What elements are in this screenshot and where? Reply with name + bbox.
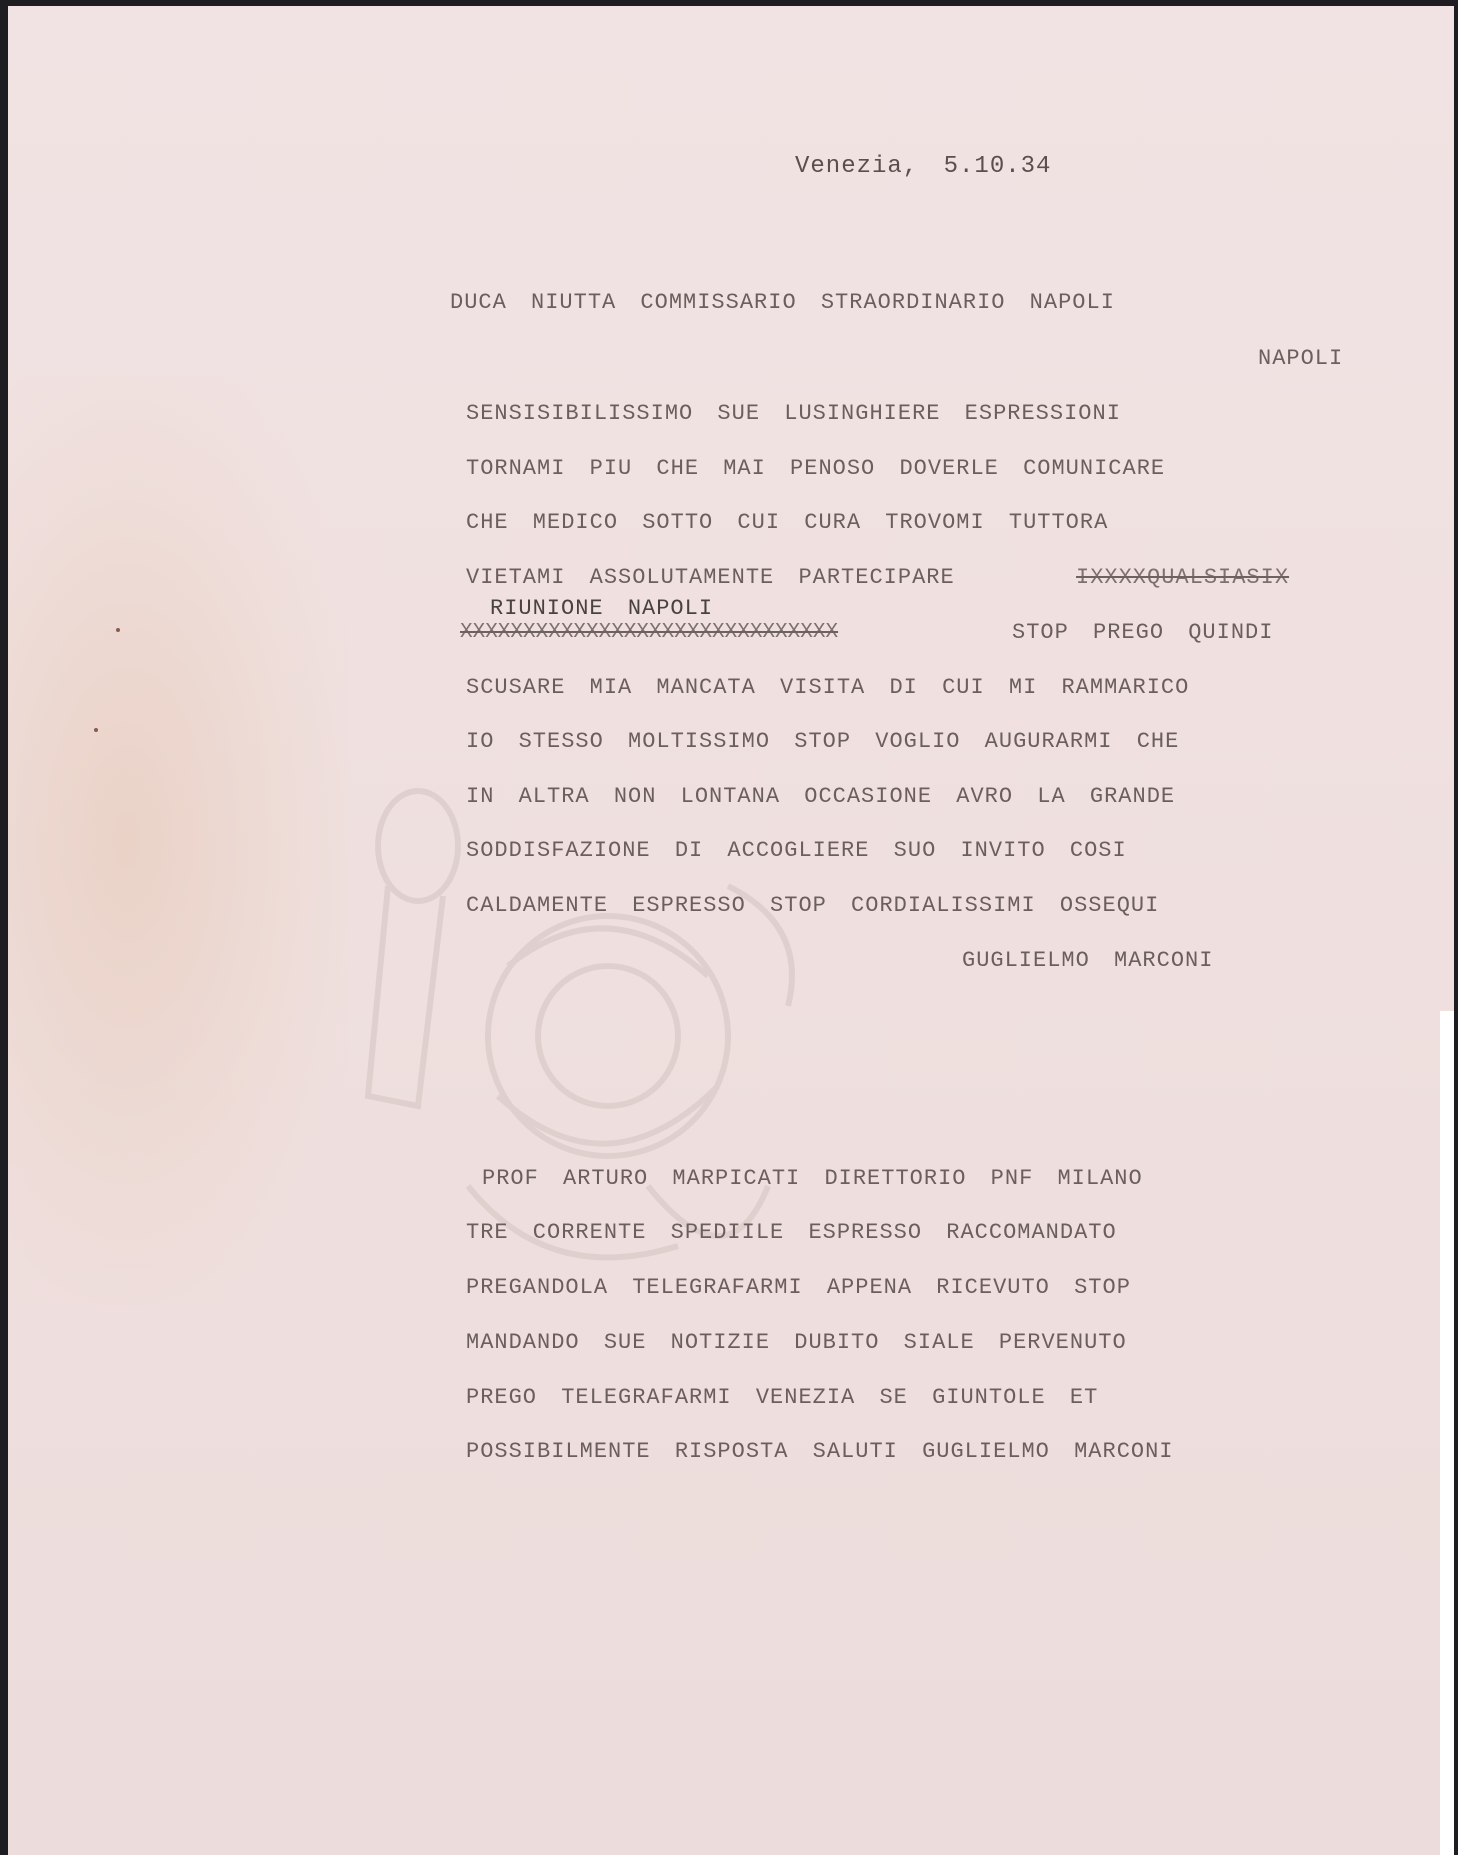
- paper-sheet: [8, 6, 1454, 1855]
- ink-dot: [116, 628, 120, 632]
- struck-text: XXXXXXXXXXXXXXXXXXXXXXXXXXXXXX: [460, 621, 839, 644]
- telegram2-line: PREGANDOLA TELEGRAFARMI APPENA RICEVUTO STOP: [466, 1275, 1131, 1300]
- struck-text: IXXXXQUALSIASIX: [1076, 565, 1290, 590]
- telegram1-line: IO STESSO MOLTISSIMO STOP VOGLIO AUGURARMI CHE: [466, 729, 1180, 754]
- handwritten-insertion: RIUNIONE NAPOLI: [490, 596, 714, 621]
- torn-edge: [1440, 1011, 1454, 1855]
- ink-dot: [94, 728, 98, 732]
- letter-date: Venezia, 5.10.34: [795, 153, 1052, 180]
- telegram2-line: MANDANDO SUE NOTIZIE DUBITO SIALE PERVENUTO: [466, 1330, 1127, 1355]
- telegram1-address: DUCA NIUTTA COMMISSARIO STRAORDINARIO NAPOLI: [450, 290, 1115, 315]
- telegram1-line: CALDAMENTE ESPRESSO STOP CORDIALISSIMI OSSEQUI: [466, 893, 1160, 918]
- telegram1-line: IN ALTRA NON LONTANA OCCASIONE AVRO LA GRANDE: [466, 784, 1176, 809]
- telegram1-line: VIETAMI ASSOLUTAMENTE PARTECIPARE: [466, 565, 955, 590]
- telegram1-line: SENSISIBILISSIMO SUE LUSINGHIERE ESPRESSIONI: [466, 401, 1121, 426]
- telegram1-line: SODDISFAZIONE DI ACCOGLIERE SUO INVITO COSI: [466, 838, 1127, 863]
- telegram1-city: NAPOLI: [1258, 346, 1344, 371]
- telegram2-line: POSSIBILMENTE RISPOSTA SALUTI GUGLIELMO MARCONI: [466, 1439, 1174, 1464]
- telegram1-line: TORNAMI PIU CHE MAI PENOSO DOVERLE COMUNICARE: [466, 456, 1166, 481]
- telegram2-line: PREGO TELEGRAFARMI VENEZIA SE GIUNTOLE ET: [466, 1385, 1099, 1410]
- telegram1-line: SCUSARE MIA MANCATA VISITA DI CUI MI RAMMARICO: [466, 675, 1190, 700]
- telegram2-address: PROF ARTURO MARPICATI DIRETTORIO PNF MILANO: [482, 1166, 1143, 1191]
- paper-stain: [8, 376, 348, 1306]
- telegram1-signature: GUGLIELMO MARCONI: [962, 948, 1214, 973]
- telegram1-line: CHE MEDICO SOTTO CUI CURA TROVOMI TUTTORA: [466, 510, 1109, 535]
- telegram1-line: STOP PREGO QUINDI: [1012, 620, 1274, 645]
- telegram2-line: TRE CORRENTE SPEDIILE ESPRESSO RACCOMANDATO: [466, 1220, 1117, 1245]
